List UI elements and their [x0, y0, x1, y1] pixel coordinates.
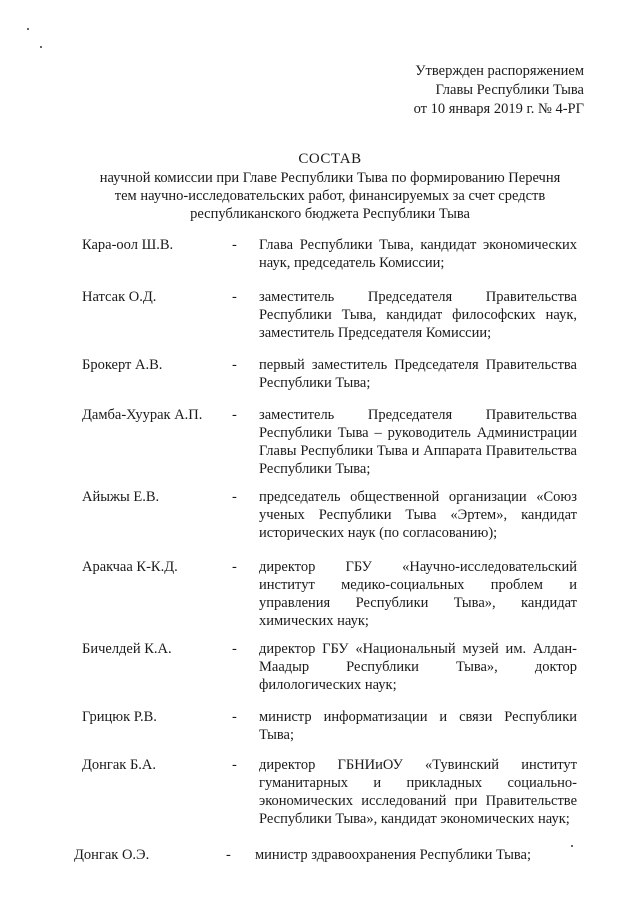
member-role: министр здравоохранения Республики Тыва; — [255, 847, 532, 863]
member-role: директор ГБУ «Научно-исследовательский институт медико-социальных проблем и управления Республики Тыва», кандидат химических наук; — [259, 559, 577, 629]
member-role: директор ГБНИиОУ «Тувинский институт гуманитарных и прикладных социально-экономических исследований при Правительстве Республики Тыва», кандидат экономических наук; — [259, 757, 577, 827]
document-heading — [60, 150, 600, 223]
member-row — [0, 708, 640, 750]
dash-separator: - — [232, 559, 237, 575]
dash-separator: - — [232, 357, 237, 373]
member-row — [0, 558, 640, 636]
member-role: первый заместитель Председателя Правительства Республики Тыва; — [259, 357, 577, 391]
heading-line-3: республиканского бюджета Республики Тыва — [190, 206, 470, 222]
scan-speck — [27, 28, 29, 30]
member-name: Бичелдей К.А. — [82, 641, 172, 657]
dash-separator: - — [232, 709, 237, 725]
dash-separator: - — [232, 407, 237, 423]
member-name: Брокерт А.В. — [82, 357, 163, 373]
member-list — [0, 236, 640, 863]
member-role: министр информатизации и связи Республики Тыва; — [259, 709, 577, 743]
member-role: директор ГБУ «Национальный музей им. Алдан-Маадыр Республики Тыва», доктор филологических наук; — [259, 641, 577, 693]
heading-line-2: тем научно-исследовательских работ, финансируемых за счет средств — [114, 188, 546, 204]
member-name: Грицюк Р.В. — [82, 709, 157, 725]
member-role: Глава Республики Тыва, кандидат экономических наук, председатель Комиссии; — [259, 237, 577, 271]
member-name: Аракчаа К-К.Д. — [82, 559, 178, 575]
member-name: Айыжы Е.В. — [82, 489, 160, 505]
dash-separator: - — [232, 757, 237, 773]
dash-separator: - — [232, 489, 237, 505]
member-row — [0, 756, 640, 846]
member-name: Кара-оол Ш.В. — [82, 237, 174, 253]
approval-line-2: Главы Республики Тыва — [435, 82, 584, 98]
member-row — [0, 488, 640, 550]
approval-line-1: Утвержден распоряжением — [415, 63, 584, 79]
member-row — [0, 356, 640, 398]
member-row — [0, 406, 640, 484]
approval-stamp — [414, 62, 584, 119]
member-role: заместитель Председателя Правительства Республики Тыва, кандидат философских наук, заместитель Председателя Комиссии; — [259, 289, 577, 341]
dash-separator: - — [226, 847, 231, 863]
document-title: СОСТАВ — [298, 151, 362, 167]
member-name: Донгак Б.А. — [82, 757, 157, 773]
member-name: Дамба-Хуурак А.П. — [82, 407, 203, 423]
dash-separator: - — [232, 289, 237, 305]
member-row — [0, 288, 640, 348]
dash-separator: - — [232, 641, 237, 657]
member-row — [0, 236, 640, 280]
dash-separator: - — [232, 237, 237, 253]
scan-speck — [40, 46, 42, 48]
member-name: Натсак О.Д. — [82, 289, 157, 305]
member-role: председатель общественной организации «Союз ученых Республики Тыва «Эртем», кандидат исторических наук (по согласованию); — [259, 489, 577, 541]
member-row — [0, 640, 640, 702]
member-name: Донгак О.Э. — [74, 847, 150, 863]
member-role: заместитель Председателя Правительства Республики Тыва – руководитель Администрации Главы Республики Тыва и Аппарата Правительства Республики Тыва; — [259, 407, 577, 477]
heading-line-1: научной комиссии при Главе Республики Тыва по формированию Перечня — [99, 170, 561, 186]
approval-line-3: от 10 января 2019 г. № 4-РГ — [413, 101, 584, 117]
member-row — [0, 846, 640, 870]
